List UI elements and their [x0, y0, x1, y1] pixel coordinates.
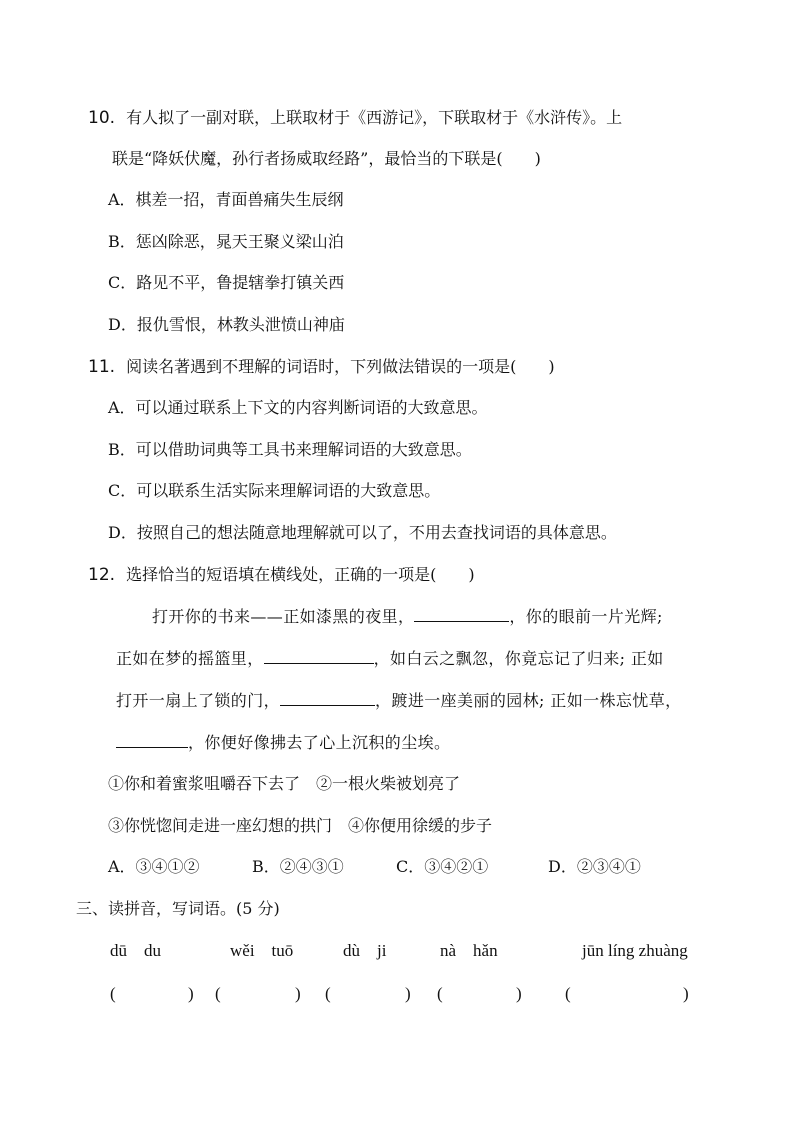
q12-choices-line1: ①你和着蜜浆咀嚼吞下去了 ②一根火柴被划亮了 [108, 774, 461, 793]
q12-number: 12. [88, 565, 116, 585]
q10-stem-line1: 有人拟了一副对联，上联取材于《西游记》，下联取材于《水浒传》。上 [126, 108, 623, 127]
answer-blank-2[interactable] [264, 648, 374, 664]
q10-option-c: C．路见不平，鲁提辖拳打镇关西 [108, 273, 345, 292]
q10-option-b: B．惩凶除恶，晁天王聚义梁山泊 [108, 232, 344, 251]
q10-option-a: A．棋差一招，青面兽痛失生辰纲 [108, 190, 344, 209]
q10-option-d: D．报仇雪恨，林教头泄愤山神庙 [108, 315, 345, 334]
q12-choices-line2: ③你恍惚间走进一座幻想的拱门 ④你便用徐缓的步子 [108, 816, 493, 835]
q12-stem: 选择恰当的短语填在横线处，正确的一项是( ) [126, 565, 475, 584]
answer-blank-3[interactable] [280, 690, 375, 706]
q11-option-b: B．可以借助词典等工具书来理解词语的大致意思。 [108, 440, 472, 459]
q12-passage-line4: ，你便好像拂去了心上沉积的尘埃。 [116, 732, 450, 754]
section3-title: 三、读拼音，写词语。(5 分) [76, 899, 280, 918]
pinyin-4: nà hǎn [440, 941, 498, 960]
pinyin-3: dù ji [343, 941, 387, 960]
q12-answer-a: A．③④①② [108, 857, 200, 876]
pinyin-2: wěi tuō [230, 941, 294, 960]
q10-line1 [88, 107, 622, 129]
q12-answer-b: B．②④③① [252, 857, 344, 876]
q11-option-d: D．按照自己的想法随意地理解就可以了，不用去查找词语的具体意思。 [108, 523, 617, 542]
q10-number: 10. [88, 108, 116, 128]
q11-line [88, 356, 555, 378]
pinyin-5: jūn líng zhuàng [582, 941, 688, 960]
q11-option-c: C．可以联系生活实际来理解词语的大致意思。 [108, 481, 441, 500]
q12-answer-d: D．②③④① [548, 857, 641, 876]
q11-option-a: A．可以通过联系上下文的内容判断词语的大致意思。 [108, 398, 488, 417]
q12-passage-line1: 打开你的书来——正如漆黑的夜里， ，你的眼前一片光辉; [152, 607, 663, 626]
q10-stem-line2: 联是“降妖伏魔，孙行者扬威取经路”，最恰当的下联是( ) [112, 149, 541, 168]
answer-blank-4[interactable] [116, 732, 188, 748]
q12-line [88, 564, 475, 586]
pinyin-1: dū du [110, 941, 161, 960]
q11-stem: 阅读名著遇到不理解的词语时，下列做法错误的一项是( ) [126, 357, 555, 376]
answer-blank-1[interactable] [414, 606, 509, 622]
q12-passage-line2: 正如在梦的摇篮里， ，如白云之飘忽，你竟忘记了归来; 正如 [116, 649, 664, 668]
q11-number: 11. [88, 357, 116, 377]
q12-passage-line3: 打开一扇上了锁的门， ，踱进一座美丽的园林; 正如一株忘忧草， [116, 691, 682, 710]
q12-answer-c: C．③④②① [396, 857, 489, 876]
